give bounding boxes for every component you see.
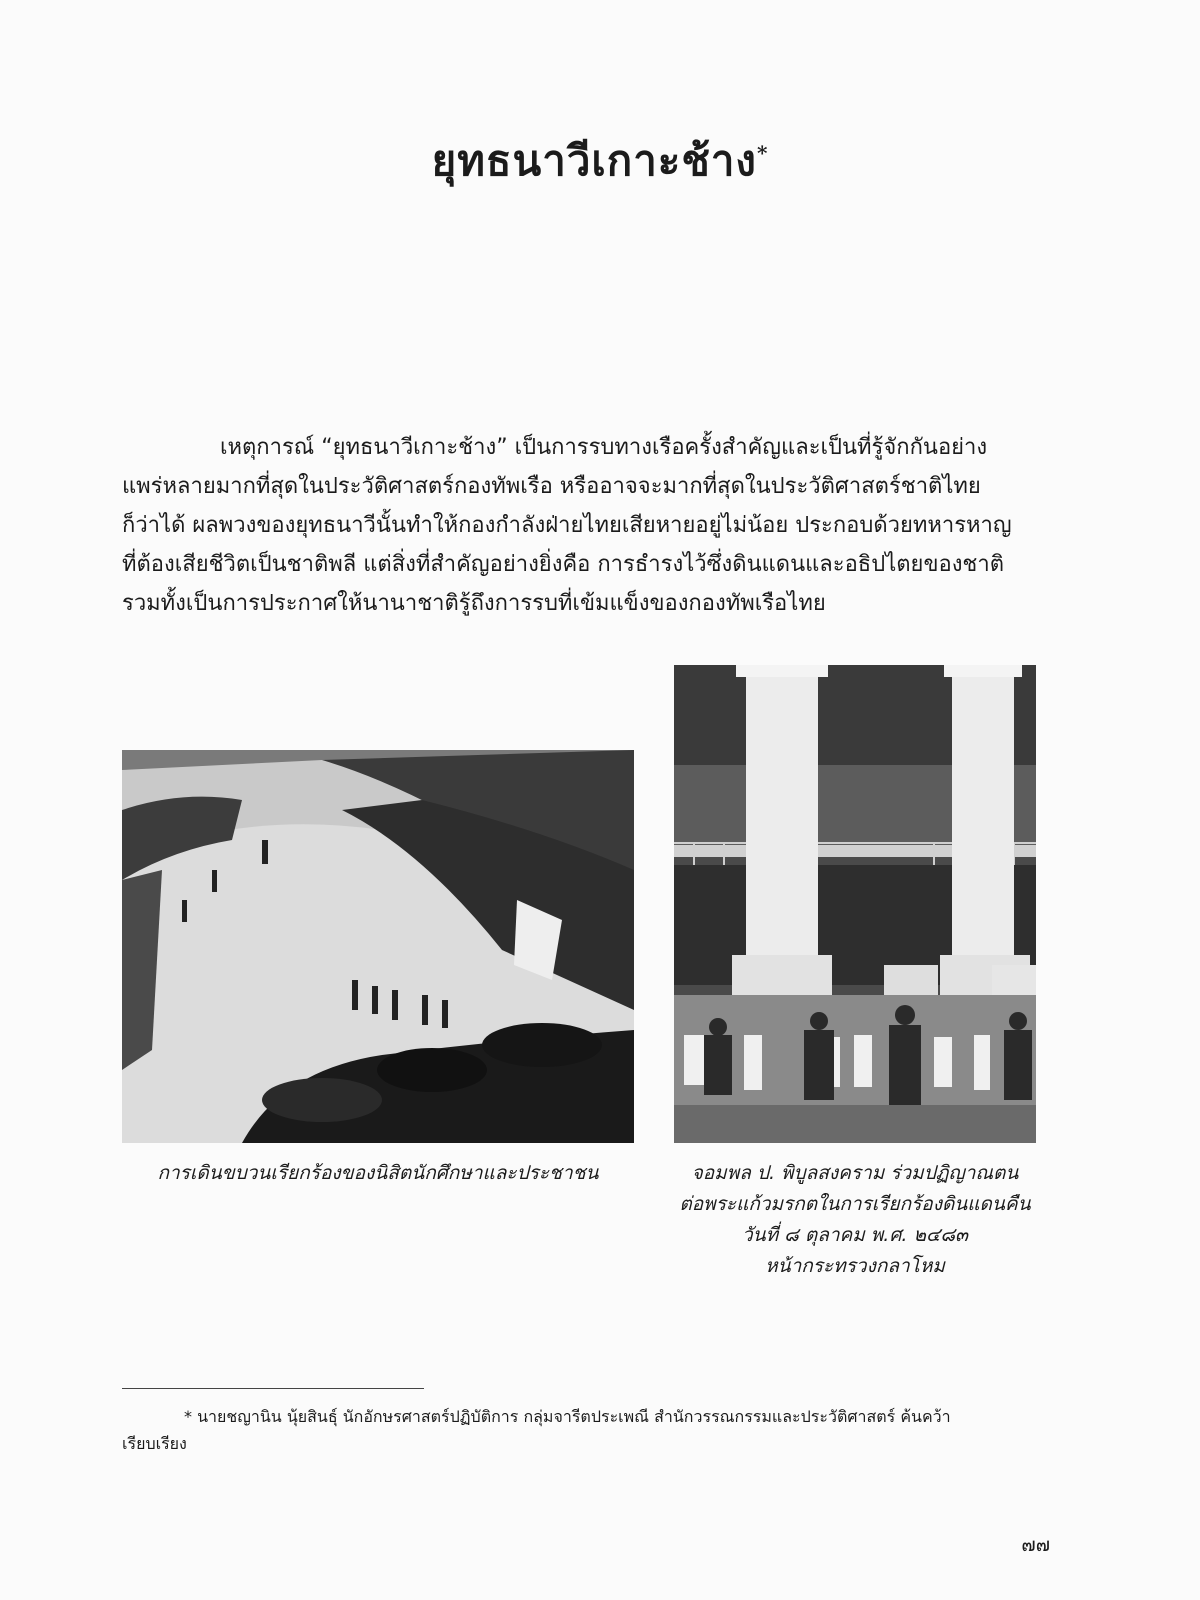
caption-line: การเดินขบวนเรียกร้องของนิสิตนักศึกษาและประชาชน <box>157 1162 599 1184</box>
procession-photo-graphic <box>122 750 634 1143</box>
title-footnote-mark: * <box>756 141 769 165</box>
ceremony-photo-graphic <box>674 665 1036 1143</box>
footnote-line: * นายชญานิน นุ้ยสินธุ์ นักอักษรศาสตร์ปฏิบัติการ กลุ่มจารีตประเพณี สำนักวรรณกรรมและประวัติศาสตร์ ค้นคว้า <box>184 1407 951 1426</box>
caption-line: ต่อพระแก้วมรกตในการเรียกร้องดินแดนคืน <box>679 1193 1031 1215</box>
body-line: ก็ว่าได้ ผลพวงของยุทธนาวีนั้นทำให้กองกำลังฝ่ายไทยเสียหายอยู่ไม่น้อย ประกอบด้วยทหารหาญ <box>122 513 1012 538</box>
caption-line: วันที่ ๘ ตุลาคม พ.ศ. ๒๔๘๓ <box>741 1224 969 1246</box>
procession-caption <box>122 1158 634 1189</box>
footnote-divider <box>122 1388 424 1389</box>
title-text: ยุทธนาวีเกาะช้าง <box>431 136 757 185</box>
page-number: ๗๗ <box>1021 1534 1050 1556</box>
footnote <box>122 1403 1040 1457</box>
page-title <box>0 128 1200 194</box>
body-paragraph <box>122 428 1040 623</box>
footnote-line: เรียบเรียง <box>122 1434 187 1453</box>
body-line: รวมทั้งเป็นการประกาศให้นานาชาติรู้ถึงการรบที่เข้มแข็งของกองทัพเรือไทย <box>122 591 826 616</box>
body-line: เหตุการณ์ “ยุทธนาวีเกาะช้าง” เป็นการรบทางเรือครั้งสำคัญและเป็นที่รู้จักกันอย่าง <box>220 435 988 460</box>
procession-photo <box>122 750 634 1143</box>
ceremony-caption <box>646 1158 1064 1282</box>
body-line: ที่ต้องเสียชีวิตเป็นชาติพลี แต่สิ่งที่สำคัญอย่างยิ่งคือ การธำรงไว้ซึ่งดินแดนและอธิปไตยของชาติ <box>122 552 1005 577</box>
caption-line: จอมพล ป. พิบูลสงคราม ร่วมปฏิญาณตน <box>691 1162 1019 1184</box>
body-line: แพร่หลายมากที่สุดในประวัติศาสตร์กองทัพเรือ หรืออาจจะมากที่สุดในประวัติศาสตร์ชาติไทย <box>122 474 981 499</box>
ceremony-photo <box>674 665 1036 1143</box>
caption-line: หน้ากระทรวงกลาโหม <box>765 1255 945 1277</box>
